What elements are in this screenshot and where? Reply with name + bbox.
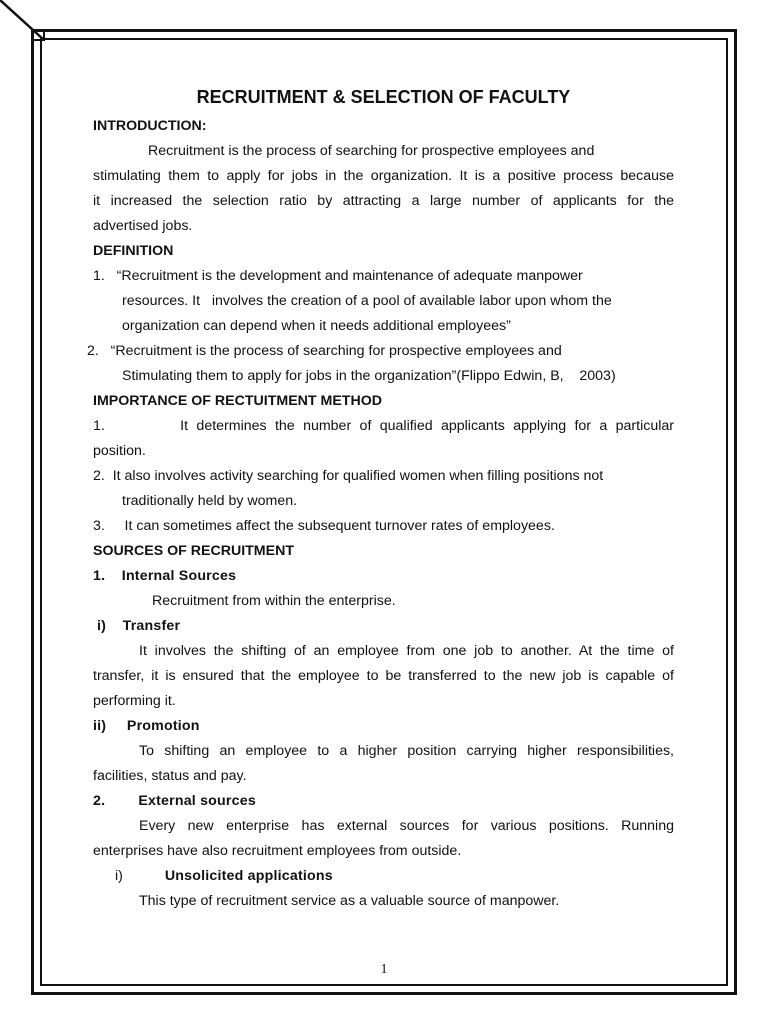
promotion-paragraph	[93, 739, 674, 789]
page-title: RECRUITMENT & SELECTION OF FACULTY	[196, 87, 571, 107]
transfer-line: transfer, it is ensured that the employee to be transferred to the new job is capable of	[93, 668, 674, 684]
unsolicited-heading-row	[93, 864, 674, 889]
transfer-heading: i) Transfer	[97, 618, 181, 634]
promotion-line: facilities, status and pay.	[93, 768, 247, 784]
transfer-paragraph	[93, 639, 674, 714]
promotion-heading: ii) Promotion	[93, 718, 200, 734]
importance-item-line: 2. It also involves activity searching for qualified women when filling positions not	[93, 468, 604, 484]
sources-heading: SOURCES OF RECRUITMENT	[93, 543, 294, 559]
external-sources-paragraph	[93, 814, 674, 864]
definition-item-line: 1. “Recruitment is the development and maintenance of adequate manpower	[93, 268, 583, 284]
definition-item-line: Stimulating them to apply for jobs in the organization”(Flippo Edwin, B, 2003)	[122, 368, 616, 384]
introduction-line: it increased the selection ratio by attracting a large number of applicants for the	[93, 193, 674, 209]
page-number: 1	[380, 962, 388, 977]
importance-heading: IMPORTANCE OF RECTUITMENT METHOD	[93, 393, 382, 409]
definition-item-line: organization can depend when it needs additional employees”	[122, 318, 511, 334]
introduction-line: advertised jobs.	[93, 218, 193, 234]
unsolicited-text: This type of recruitment service as a valuable source of manpower.	[139, 893, 560, 909]
external-sources-heading: 2. External sources	[93, 793, 256, 809]
internal-sources-heading: 1. Internal Sources	[93, 568, 237, 584]
importance-list	[93, 414, 674, 539]
external-sources-line: enterprises have also recruitment employees from outside.	[93, 843, 462, 859]
promotion-line: To shifting an employee to a higher position carrying higher responsibilities,	[139, 743, 674, 759]
definition-item-line: resources. It involves the creation of a pool of available labor upon whom the	[122, 293, 612, 309]
importance-item-line: 3. It can sometimes affect the subsequent turnover rates of employees.	[93, 518, 555, 534]
definition-heading: DEFINITION	[93, 243, 174, 259]
importance-item-line: traditionally held by women.	[122, 493, 298, 509]
document-body	[87, 84, 674, 914]
importance-item-line: position.	[93, 443, 146, 459]
unsolicited-number: i)	[115, 868, 123, 884]
definition-list	[87, 264, 674, 389]
transfer-line: performing it.	[93, 693, 176, 709]
introduction-line: stimulating them to apply for jobs in the organization. It is a positive process because	[93, 168, 674, 184]
introduction-paragraph	[93, 139, 674, 239]
importance-item-line: 1. It determines the number of qualified applicants applying for a particular	[93, 418, 674, 434]
internal-sources-text: Recruitment from within the enterprise.	[152, 593, 396, 609]
introduction-heading: INTRODUCTION:	[93, 118, 207, 134]
introduction-line: Recruitment is the process of searching for prospective employees and	[148, 143, 595, 159]
unsolicited-heading: Unsolicited applications	[164, 868, 333, 884]
transfer-line: It involves the shifting of an employee from one job to another. At the time of	[139, 643, 674, 659]
definition-item-line: 2. “Recruitment is the process of searching for prospective employees and	[87, 343, 562, 359]
external-sources-line: Every new enterprise has external sources for various positions. Running	[139, 818, 674, 834]
